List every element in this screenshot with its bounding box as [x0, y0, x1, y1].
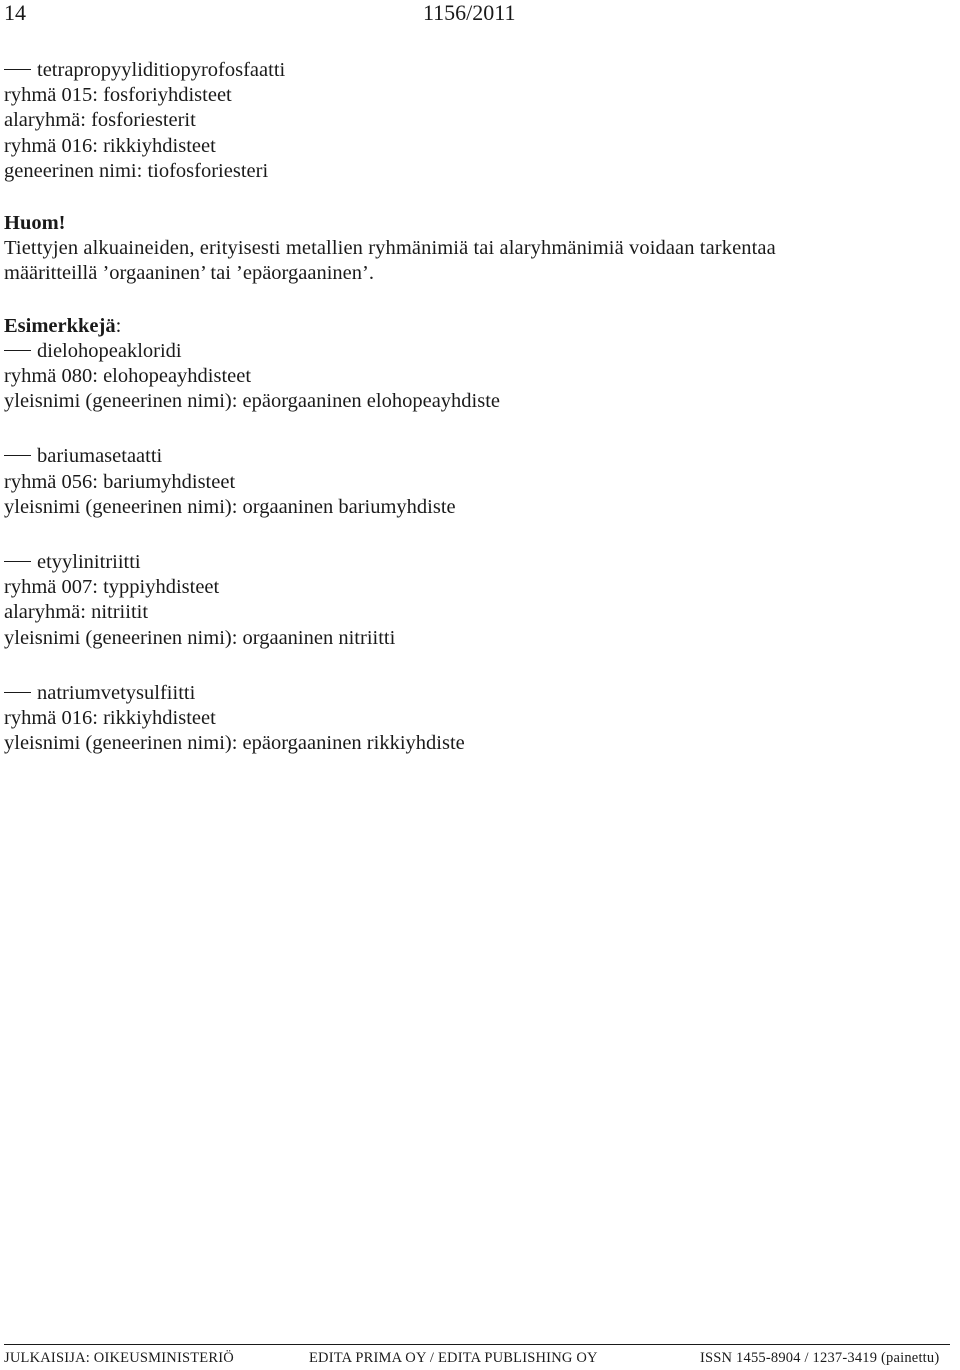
example-item [4, 444, 956, 520]
example-name: bariumasetaatti [37, 445, 163, 468]
footer-printer: EDITA PRIMA OY / EDITA PUBLISHING OY [309, 1350, 598, 1366]
em-dash-rule [4, 350, 31, 351]
example-group: ryhmä 016: rikkiyhdisteet [4, 707, 216, 730]
examples-heading-colon: : [115, 314, 122, 337]
examples-heading: Esimerkkejä [4, 314, 116, 337]
entry-subgroup: alaryhmä: fosforiesterit [4, 109, 196, 132]
example-name-line [4, 339, 956, 364]
em-dash-rule [4, 69, 31, 70]
note-block [4, 211, 956, 287]
example-item [4, 550, 956, 651]
em-dash-rule [4, 692, 31, 693]
example-item [4, 681, 956, 757]
example-name: dielohopeakloridi [37, 339, 182, 362]
note-line-2: määritteillä ’orgaaninen’ tai ’epäorgaaninen’. [4, 262, 374, 285]
entry-group-2: ryhmä 016: rikkiyhdisteet [4, 134, 216, 157]
example-common-name: yleisnimi (geneerinen nimi): epäorgaaninen elohopeayhdiste [4, 390, 501, 413]
document-number: 1156/2011 [423, 0, 516, 25]
example-group: ryhmä 080: elohopeayhdisteet [4, 365, 252, 388]
em-dash-rule [4, 561, 31, 562]
example-name-line [4, 444, 956, 469]
entry-name: tetrapropyyliditiopyrofosfaatti [37, 59, 286, 81]
example-name: etyylinitriitti [37, 551, 141, 574]
example-name-line [4, 550, 956, 575]
example-subgroup: alaryhmä: nitriitit [4, 601, 149, 624]
example-common-name: yleisnimi (geneerinen nimi): epäorgaaninen rikkiyhdiste [4, 732, 465, 755]
example-group: ryhmä 007: typpiyhdisteet [4, 576, 220, 599]
example-name: natriumvetysulfiitti [37, 681, 196, 704]
example-group: ryhmä 056: bariumyhdisteet [4, 470, 236, 493]
example-common-name: yleisnimi (geneerinen nimi): orgaaninen nitriitti [4, 626, 396, 649]
footer-issn: ISSN 1455-8904 / 1237-3419 (painettu) [700, 1350, 940, 1366]
page-number: 14 [4, 0, 26, 25]
note-line-1: Tiettyjen alkuaineiden, erityisesti metallien ryhmänimiä tai alaryhmänimiä voidaan tarkentaa [4, 237, 776, 260]
examples-heading-line [4, 314, 956, 339]
entry-generic-name: geneerinen nimi: tiofosforiesteri [4, 159, 269, 182]
entry-group: ryhmä 015: fosforiyhdisteet [4, 84, 232, 107]
footer-divider [4, 1344, 950, 1345]
examples-section [4, 314, 956, 757]
example-item [4, 339, 956, 415]
example-common-name: yleisnimi (geneerinen nimi): orgaaninen bariumyhdiste [4, 495, 456, 518]
footer-publisher: JULKAISIJA: OIKEUSMINISTERIÖ [4, 1350, 234, 1366]
entry-name-line [4, 58, 956, 83]
em-dash-rule [4, 455, 31, 456]
example-name-line [4, 681, 956, 706]
note-title: Huom! [4, 212, 66, 235]
page-body [4, 58, 956, 756]
first-entry [4, 58, 956, 184]
